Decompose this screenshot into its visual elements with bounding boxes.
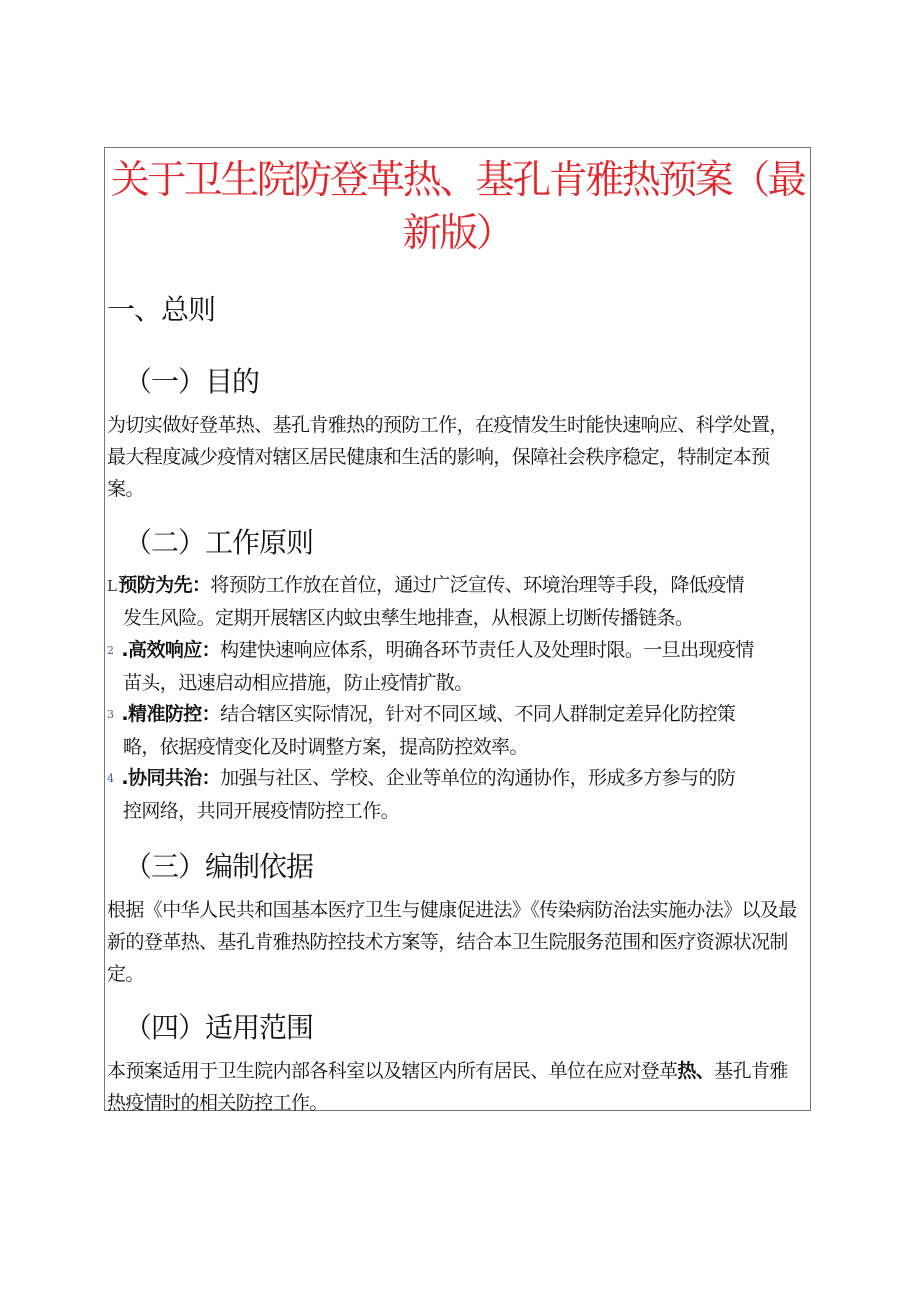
principle-text-line1: 结合辖区实际情况，针对不同区域、不同人群制定差异化防控策 (220, 703, 736, 725)
principle-number: 2 (107, 643, 114, 657)
principle-text-line2: 苗头，迅速启动相应措施，防止疫情扩散。 (123, 671, 473, 694)
principle-number: L (107, 576, 117, 595)
principle-lead: 精准防控： (128, 703, 221, 725)
scope-text-part1: 本预案适用于卫生院内部各科室以及辖区内所有居民、单位在应对登革 (107, 1060, 678, 1082)
principle-item-3: 3 .精准防控：结合辖区实际情况，针对不同区域、不同人群制定差异化防控策 略，依据疫情变化及时调整方案，提高防控效率。 (107, 698, 810, 763)
principle-text-line1: 将预防工作放在首位，通过广泛宣传、环境治理等手段，降低疫情 (210, 574, 744, 596)
principle-number: 4 (107, 771, 114, 785)
sub-heading-basis: （三）编制依据 (124, 850, 314, 883)
principle-text-line2: 控网络，共同开展疫情防控工作。 (123, 799, 400, 822)
principle-item-4: 4 .协同共治：加强与社区、学校、企业等单位的沟通协作，形成多方参与的防 控网络，共同开展疫情防控工作。 (107, 762, 810, 827)
principle-item-2: 2 .高效响应：构建快速响应体系，明确各环节责任人及处理时限。一旦出现疫情 苗头，迅速启动相应措施，防止疫情扩散。 (107, 634, 810, 699)
principle-text-line2: 发生风险。定期开展辖区内蚊虫孳生地排查，从根源上切断传播链条。 (123, 606, 694, 629)
principle-item-1 (107, 569, 810, 634)
scope-paragraph (107, 1055, 797, 1119)
basis-paragraph: 根据《中华人民共和国基本医疗卫生与健康促进法》《传染病防治法实施办法》以及最新的登革热、基孔肯雅热防控技术方案等，结合本卫生院服务范围和医疗资源状况制定。 (107, 899, 797, 985)
principle-lead: 预防为先： (118, 574, 211, 596)
section-heading-general: 一、总则 (107, 293, 216, 326)
principle-lead: 高效响应： (128, 639, 221, 661)
scope-text-part2: 基孔肯雅热疫情时的相关防控工作。 (107, 1060, 788, 1114)
purpose-paragraph: 为切实做好登革热、基孔肯雅热的预防工作，在疫情发生时能快速响应、科学处置，最大程度减少疫情对辖区居民健康和生活的影响，保障社会秩序稳定，特制定本预案。 (107, 414, 788, 500)
sub-heading-principles: （二）工作原则 (124, 526, 314, 559)
sub-heading-scope: （四）适用范围 (124, 1011, 314, 1044)
principle-number: 3 (107, 707, 114, 721)
sub-heading-purpose: （一）目的 (124, 365, 260, 398)
principle-text-line1: 加强与社区、学校、企业等单位的沟通协作，形成多方参与的防 (220, 767, 736, 789)
principle-text-line1: 构建快速响应体系，明确各环节责任人及处理时限。一旦出现疫情 (220, 639, 754, 661)
principle-text-line2: 略，依据疫情变化及时调整方案，提高防控效率。 (123, 735, 528, 758)
scope-text-bold: 热、 (677, 1060, 715, 1082)
document-title: 关于卫生院防登革热、基孔肯雅热预案（最新版） (110, 158, 805, 256)
principle-lead: 协同共治： (128, 767, 221, 789)
